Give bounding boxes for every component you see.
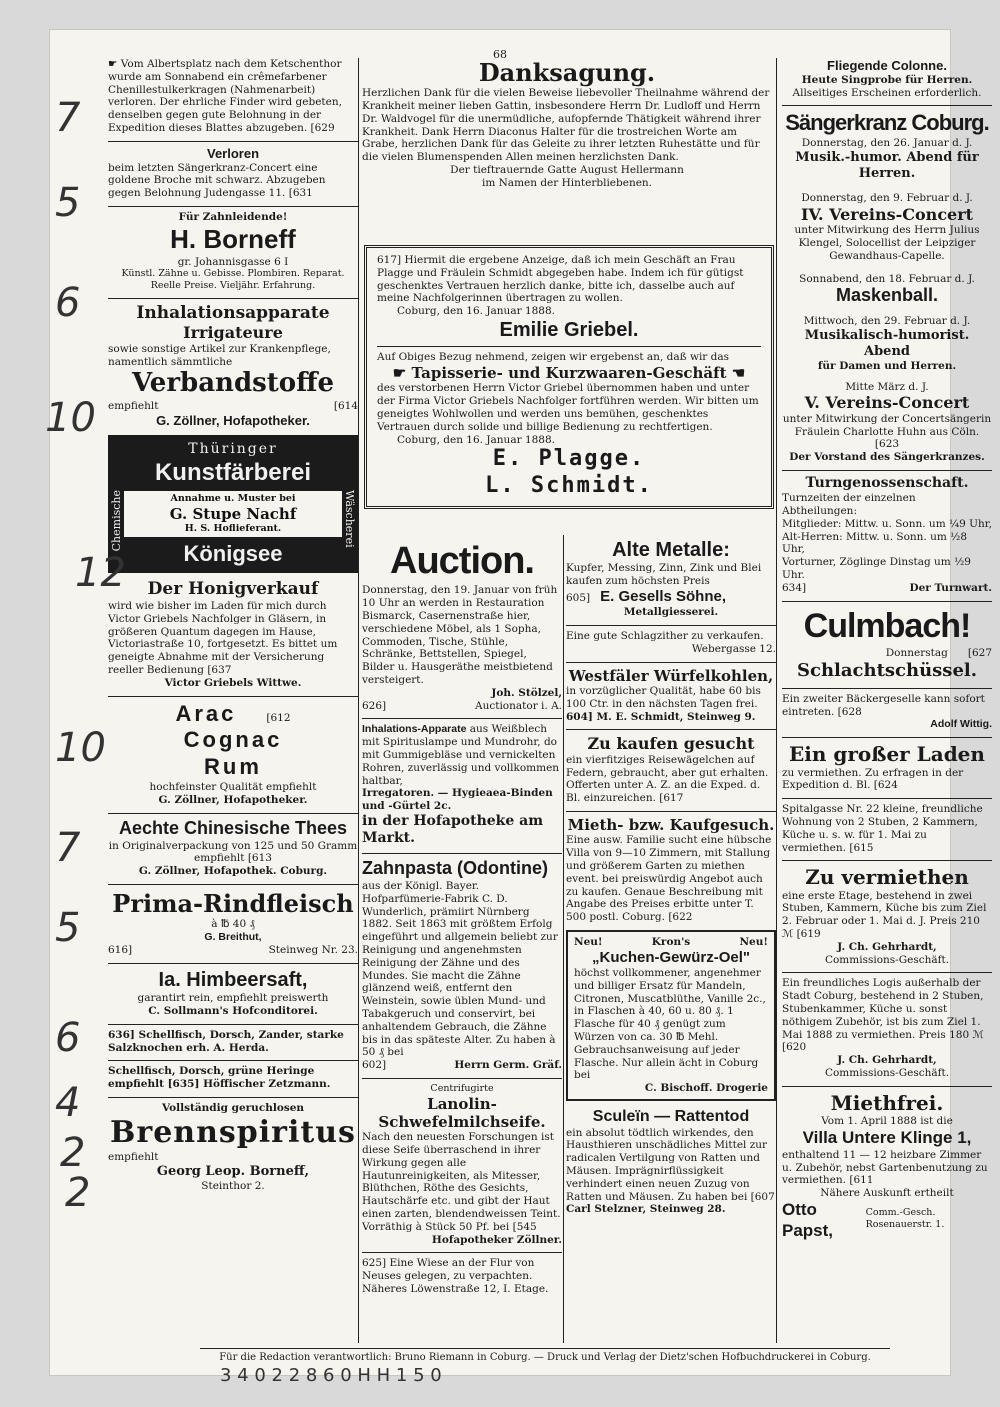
ad-title: Auction.	[390, 540, 534, 582]
ad-signature: G. Breithut,	[204, 931, 262, 944]
ad-signature: Victor Griebels Wittwe.	[164, 676, 302, 689]
ad-number: [617	[659, 792, 684, 805]
ad-auction	[362, 538, 562, 712]
column-2	[362, 538, 562, 1302]
ad-number: [622	[668, 911, 693, 924]
ad-for-rent	[782, 865, 992, 966]
ad-city: Königsee	[183, 540, 283, 566]
ad-title: Villa Untere Klinge 1,	[802, 1128, 972, 1148]
ad-date: Donnerstag	[885, 646, 948, 659]
ad-title: Der Honigverkauf	[147, 579, 319, 600]
margin-number: 2	[60, 1130, 86, 1176]
ad-number: 616]	[108, 943, 133, 956]
margin-number: 10	[45, 395, 96, 441]
ad-inhalation	[362, 723, 562, 847]
divider	[566, 662, 776, 663]
margin-number: 4	[55, 1080, 81, 1126]
ad-title: Tapisserie- und Kurzwaaren-Geschäft	[411, 364, 727, 383]
page-footer: Für die Redaction verantwortlich: Bruno Riemann in Coburg. — Druck und Verlag der Dietz'schen Hofbuchdruckerei in Coburg.	[200, 1348, 890, 1363]
ad-text: für Damen und Herren.	[817, 359, 957, 372]
ad-title: Zu kaufen gesucht	[587, 734, 755, 754]
ad-title: Lanolin-Schwefelmilchseife.	[378, 1094, 546, 1131]
ad-title: Prima-Rindfleisch	[112, 889, 354, 919]
ad-text: Kupfer, Messing, Zinn, Zink und Blei kaufen zum höchsten Preis	[566, 562, 762, 588]
divider	[362, 1252, 562, 1253]
divider	[782, 737, 992, 738]
margin-number: 7	[55, 95, 81, 141]
column-1	[108, 58, 358, 1199]
ad-honey	[108, 579, 358, 689]
column-4	[782, 58, 992, 1247]
ad-heading: Centrifugirte	[430, 1082, 494, 1094]
ad-number: [611	[849, 1174, 874, 1187]
ad-text: Ein zweiter Bäckergeselle kann sofort eintreten.	[782, 692, 985, 718]
ad-signature: E. Plagge.	[492, 446, 646, 472]
divider	[377, 346, 761, 347]
ad-title: Zahnpasta (Odontine)	[362, 858, 548, 879]
ad-heading: Neu!	[574, 935, 603, 948]
ad-signature: Der Vorstand des Sängerkranzes.	[789, 451, 985, 464]
ad-signature: Joh. Stölzel,	[491, 686, 562, 699]
ad-signature: Georg Leop. Borneff,	[156, 1164, 310, 1180]
ad-spirit-fuel	[108, 1102, 358, 1193]
ad-number: [637	[207, 664, 232, 677]
ad-bandages	[108, 303, 358, 429]
ad-title: Verloren	[206, 145, 260, 161]
ad-text: zu vermiethen. Zu erfragen in der Expedition d. Bl.	[782, 766, 964, 792]
ad-dyeworks	[108, 435, 358, 574]
divider	[108, 1024, 358, 1025]
ad-title: Arac	[175, 700, 237, 726]
ad-text: Nach den neuesten Forschungen ist diese Seife überraschend in ihrer Wirkung gegen alle Hautunreinigkeiten, als Mitesser, Blüthchen, Röthe des Gesichts, Hautschärfe etc. und gibt der Haut einen zarten, blendendweissen Teint. Vorräthig à Stück 50 Pf. bei	[362, 1131, 561, 1233]
divider	[108, 298, 358, 299]
divider	[108, 884, 358, 885]
ad-text: Commissions-Geschäft.	[824, 953, 950, 966]
ad-title: Turngenossenschaft.	[805, 475, 969, 492]
thanks-notice	[362, 58, 772, 190]
ad-tea	[108, 818, 358, 878]
ad-number: [624	[873, 779, 898, 792]
ad-text: Metallgiesserei.	[623, 606, 719, 619]
ad-text: Musik.-humor. Abend für Herren.	[795, 150, 979, 181]
ad-title: Irrigateure	[183, 323, 283, 343]
ad-rat-poison	[566, 1107, 776, 1216]
ad-title: Ein großer Laden	[789, 742, 985, 767]
ad-text: Commissions-Geschäft.	[824, 1067, 950, 1080]
pointing-hand-icon: ☛	[392, 364, 412, 383]
ad-price: à ℔ 40 ₰	[211, 918, 255, 931]
ad-date: Coburg, den 16. Januar 1888.	[397, 305, 555, 318]
ad-text: Eine ausw. Familie sucht eine hübsche Villa von 9—10 Zimmern, mit Stallung und größerem Garten zu miethen event. bei preiswürdig Angebot auch zu kaufen. Genaue Beschreibung mit Angabe des Preises erbitte unter T. 500 postl. Coburg.	[566, 834, 772, 924]
ad-text: G. Stupe Nachf	[169, 504, 297, 523]
ad-raspberry	[108, 968, 358, 1018]
ad-date: Donnerstag, den 26. Januar d. J.	[801, 137, 973, 150]
pointing-hand-icon: ☛	[108, 58, 121, 70]
ad-signature: 604] M. E. Schmidt, Steinweg 9.	[566, 710, 756, 723]
ad-title: Alte Metalle:	[612, 539, 730, 561]
ad-title: Danksagung.	[478, 58, 656, 87]
ad-date: Coburg, den 16. Januar 1888.	[397, 433, 555, 446]
divider	[566, 625, 776, 626]
ad-title: Fliegende Colonne.	[827, 58, 947, 73]
ad-number: 605]	[566, 591, 591, 604]
ad-address: Webergasse 12.	[691, 642, 776, 655]
ad-text: Donnerstag, den 19. Januar von früh 10 Uhr an werden in Restauration Bismarck, Casernenstraße hier, verschiedene Möbel, als 1 Sopha, Commoden, Tische, Stühle, Schränke, Bettstellen, Spiegel, Bilder u. Hausgeräthe meistbietend versteigert.	[362, 584, 558, 686]
ad-title: Culmbach!	[803, 606, 971, 645]
divider	[362, 718, 562, 719]
column-rule	[358, 58, 359, 1343]
ad-title: V. Vereins-Concert	[804, 393, 970, 413]
divider	[362, 1078, 562, 1079]
ad-signature: G. Zöllner, Hofapotheker.	[158, 793, 308, 806]
divider	[108, 1060, 358, 1061]
ad-date: Sonnabend, den 18. Februar d. J.	[799, 272, 975, 285]
ad-dentist	[108, 211, 358, 291]
ad-text: Alt-Herren: Mittw. u. Sonn. um ½8 Uhr,	[782, 530, 968, 556]
ad-text: H. S. Hoflieferant.	[184, 522, 282, 534]
ad-date: Mitte März d. J.	[845, 380, 929, 393]
ad-text: hochfeinster Qualität empfiehlt	[149, 781, 317, 794]
ad-address: Steinweg Nr. 23.	[268, 943, 358, 956]
ad-text: Künstl. Zähne u. Gebisse. Plombiren. Reparat. Reelle Preise. Vieljähr. Erfahrung.	[121, 268, 345, 291]
ad-text: garantirt rein, empfiehlt preiswerth	[137, 992, 329, 1005]
ad-title: IV. Vereins-Concert	[800, 204, 974, 224]
ad-text: in vorzüglicher Qualität, habe 60 bis 100 Ctr. in den nächsten Tagen frei.	[566, 684, 761, 710]
ad-text: empfiehlt	[108, 1151, 159, 1164]
ad-number: [619	[796, 928, 821, 941]
ad-signature: Emilie Griebel.	[499, 318, 639, 341]
ad-side-text: Chemische	[110, 489, 123, 552]
ad-text: ein absolut tödtlich wirkendes, den Hausthieren unschädliches Mittel zur radicalen Vertilgung von Ratten und Mäusen. Imprägnirflüssigkeit verhindert einen neuen Zuzug von Ratten und Mäusen. Zu haben bei	[566, 1126, 768, 1203]
ad-signature: J. Ch. Gehrhardt,	[837, 1054, 937, 1067]
ad-signature: Otto Papst,	[782, 1199, 834, 1240]
ad-date: Mittwoch, den 29. Februar d. J.	[803, 315, 971, 328]
ad-address: gr. Johannisgasse 6 I	[177, 255, 289, 268]
ad-text: Ein freundliches Logis außerhalb der Stadt Coburg, bestehend in 2 Stuben, Stubenkammer, Küche u. sonst nöthigem Zubehör, ist bis zum Ziel 1. Mai 1888 zu vermiethen. Preis 180 ℳ	[782, 977, 984, 1041]
ad-text: beim letzten Sängerkranz-Concert eine goldene Broche mit schwarz. Abzugeben gegen Belohnung Judengasse 11.	[108, 161, 326, 200]
ad-signature: im Namen der Hinterbliebenen.	[481, 176, 653, 189]
ad-text: Vorturner, Zöglinge Dinstag um ½9 Uhr.	[782, 556, 971, 581]
ad-title: Schlachtschüssel.	[797, 659, 977, 681]
ad-villa-wanted	[566, 816, 776, 924]
ad-number: [614	[333, 400, 358, 413]
newspaper-page	[50, 30, 992, 1375]
ad-side-text: Wäscherei	[343, 489, 356, 548]
ad-signature: Carl Stelzner, Steinweg 28.	[566, 1203, 726, 1216]
ad-number: [607	[750, 1190, 775, 1203]
ad-number: 602]	[362, 1059, 387, 1072]
ad-fliegende-colonne	[782, 58, 992, 99]
divider	[108, 963, 358, 964]
ad-heading: Vollständig geruchlosen	[161, 1101, 305, 1114]
margin-number: 2	[65, 1170, 91, 1216]
ad-title: Mieth- bzw. Kaufgesuch.	[567, 816, 775, 835]
ad-lost-collar	[108, 58, 358, 135]
ad-text: Eine gute Schlagzither zu verkaufen.	[566, 630, 764, 643]
ad-title: Verbandstoffe	[131, 368, 334, 399]
ad-signature: in der Hofapotheke am Markt.	[362, 812, 544, 846]
ad-number: [623	[874, 438, 900, 451]
ad-text: unter Mitwirkung des Herrn Julius Klengel, Solocellist der Leipziger Gewandhaus-Capelle.	[794, 224, 980, 262]
ad-metals	[566, 538, 776, 619]
ad-text: Annahme u. Muster bei	[170, 493, 296, 505]
ad-title: Sängerkranz Coburg.	[785, 110, 989, 136]
ad-signature: Hofapotheker Zöllner.	[431, 1233, 562, 1246]
ad-baker	[782, 693, 992, 731]
ad-title: Ia. Himbeersaft,	[158, 968, 308, 991]
divider	[362, 853, 562, 854]
divider	[782, 798, 992, 799]
ad-text: Turnzeiten der einzelnen Abtheilungen:	[782, 492, 916, 517]
ad-villa	[782, 1091, 992, 1242]
ad-text: Heute Singprobe für Herren.	[801, 73, 973, 86]
ad-spirits	[108, 701, 358, 807]
ad-signature: Der tieftrauernde Gatte August Hellermann	[450, 164, 684, 177]
ad-turnverein	[782, 475, 992, 594]
ad-text: ein vierfitziges Reisewägelchen auf Federn, gebraucht, aber gut erhalten. Offerten unter A. Z. an die Exped. d. Bl. einzureichen.	[566, 753, 769, 805]
ad-signature: C. Sollmann's Hofconditorei.	[148, 1004, 318, 1017]
ad-title: Westfäler Würfelkohlen,	[568, 666, 774, 685]
divider	[108, 813, 358, 814]
ad-number: [613	[247, 852, 272, 865]
ad-culmbach	[782, 606, 992, 682]
ad-heading: Neu!	[739, 935, 768, 948]
ad-heading: Für Zahnleidende!	[178, 211, 288, 224]
divider	[782, 1086, 992, 1087]
ad-text: 617] Hiermit die ergebene Anzeige, daß ich mein Geschäft an Frau Plagge und Fräulein Schmidt abgegeben habe. Indem ich für gütigst geschenktes Vertrauen herzlich danke, bitte ich, dasselbe auch auf meine Nachfolgerinnen übertragen zu wollen.	[377, 254, 744, 305]
griebel-notice	[364, 245, 774, 509]
ad-number: [627	[967, 646, 992, 659]
ad-date: Donnerstag, den 9. Februar d. J.	[801, 191, 973, 204]
divider	[108, 696, 358, 697]
ad-fish-2: Schellfisch, Dorsch, grüne Heringe empfiehlt [635] Höffischer Zetzmann.	[108, 1065, 331, 1091]
ad-shop	[782, 742, 992, 792]
ad-zither	[566, 630, 776, 656]
ad-signature: J. Ch. Gehrhardt,	[837, 940, 937, 953]
ad-text: Nähere Auskunft ertheilt	[820, 1187, 954, 1200]
ad-text: unter Mitwirkung der Concertsängerin Fräulein Charlotte Huhn aus Cöln.	[782, 412, 992, 438]
ad-title: Zu vermiethen	[805, 865, 969, 890]
divider	[108, 1097, 358, 1098]
ad-meadow: 625] Eine Wiese an der Flur von Neuses gelegen, zu verpachten. Näheres Löwenstraße 12, I. Etage.	[362, 1257, 549, 1295]
ad-signature: Der Turnwart.	[909, 581, 992, 594]
divider	[782, 972, 992, 973]
ad-title: Sculeïn — Rattentod	[592, 1108, 750, 1125]
column-rule	[563, 535, 564, 1343]
margin-number: 6	[55, 280, 81, 326]
ad-text: eine erste Etage, bestehend in zwei Stuben, Kammern, Küche bis zum Ziel 2. Februar oder 1. Mai d. J. Preis 210 ℳ	[782, 889, 987, 941]
ad-number: [629	[310, 121, 335, 134]
ad-text: Comm.-Gesch. Rosenauerstr. 1.	[865, 1206, 945, 1230]
ad-text: Irregatoren. — Hygieaea-Binden und -Gürtel 2c.	[362, 787, 553, 813]
page-number: 68	[493, 48, 507, 61]
ad-number: [545	[512, 1220, 537, 1233]
ad-title: Inhalationsapparate	[136, 302, 330, 323]
ad-signature: G. Zöllner, Hofapothek. Coburg.	[138, 865, 328, 878]
ad-address: Steinthor 2.	[201, 1179, 265, 1192]
ad-cake-oil	[566, 930, 776, 1101]
column-3	[566, 538, 776, 1222]
ad-signature: Adolf Wittig.	[930, 718, 992, 731]
ad-signature: Herrn Germ. Gräf.	[454, 1059, 562, 1072]
divider	[782, 688, 992, 689]
ad-title: Rum	[204, 754, 262, 780]
ad-signature: C. Bischoff. Drogerie	[644, 1082, 768, 1095]
ad-text: aus Weißblech mit Spirituslampe und Mundrohr, do mit Gummigebläse und vernickelten Rohren, zuverlässig und vollkommen haltbar,	[362, 723, 560, 787]
ad-title: Cognac	[183, 727, 283, 753]
margin-number: 5	[55, 905, 81, 951]
ad-text: in Originalverpackung von 125 und 50 Gramm empfiehlt	[108, 839, 358, 865]
ad-coal	[566, 667, 776, 724]
ad-lost-brooch	[108, 146, 358, 200]
ad-number: [620	[782, 1041, 807, 1054]
ad-fish: 636] Schellfisch, Dorsch, Zander, starke Salzknochen erh. A. Herda.	[108, 1028, 344, 1054]
ad-text: Mitglieder: Mittw. u. Sonn. um ¼9 Uhr,	[782, 517, 992, 530]
divider	[782, 601, 992, 602]
ad-title: „Kuchen-Gewürz-Oel"	[592, 948, 750, 966]
column-rule	[776, 58, 777, 1343]
handwritten-tally: 3 4 0 2 2 8 6 0 H H 1 5 0	[220, 1365, 442, 1386]
ad-text: sowie sonstige Artikel zur Krankenpflege, namentlich sämmtliche	[108, 342, 331, 368]
divider	[108, 141, 358, 142]
ad-text: Herzlichen Dank für die vielen Beweise liebevoller Theilnahme während der Krankheit meiner lieben Gattin, insbesondere Herrn Dr. Ludloff und Herrn Dr. Waldvogel für die unermüdliche, aufopfernde Thätigkeit während ihrer Krankheit. Dank Herrn Diaconus Halter für die trostreichen Worte am Grabe, herzlichen Dank für das Geleite zu ihrer letzten Ruhestätte und für die vielen Blumenspenden Allen meinen herzlichsten Dank.	[362, 87, 770, 164]
margin-number: 12	[75, 550, 126, 596]
ad-title: Maskenball.	[835, 285, 939, 306]
ad-text: Allseitiges Erscheinen erforderlich.	[792, 86, 982, 99]
ad-text: wird wie bisher im Laden für mich durch Victor Griebels Nachfolger in Gläsern, in größeren Quantum dagegen im Hause, Victoriastraße 10, fortgesetzt. Es bittet um geneigte Abnahme mit der Versicherung reeller Bedienung	[108, 600, 338, 677]
divider	[782, 860, 992, 861]
ad-number: [628	[837, 705, 862, 718]
ad-title: Inhalations-Apparate	[362, 723, 467, 736]
ad-text: Auf Obiges Bezug nehmend, zeigen wir ergebenst an, daß wir das	[377, 351, 730, 364]
ad-lanolin	[362, 1083, 562, 1246]
ad-text: empfiehlt	[108, 400, 159, 413]
ad-heading: Thüringer	[188, 440, 278, 457]
ad-title: Kunstfärberei	[154, 458, 312, 486]
ad-beef	[108, 889, 358, 957]
ad-text: Spitalgasse Nr. 22 kleine, freundliche Wohnung von 2 Stuben, 2 Kammern, Küche u. s. w. für 1. Mai zu vermiethen.	[782, 803, 983, 854]
pointing-hand-icon: ☚	[726, 364, 746, 383]
divider	[782, 105, 992, 106]
ad-text: aus der Königl. Bayer. Hofparfümerie-Fabrik C. D. Wunderlich, prämiirt Nürnberg 1882. Seit 1863 mit größtem Erfolg eingeführt und allgemein beliebt zur Reinigung und angenehmsten Reinigung der Zähne und des Mundes. Sie macht die Zähne glänzend weiß, entfernt den Weinstein, sowie üblen Mund- und Tabakgeruch und conservirt, bei anhaltendem Gebrauch, die Zähne bis in das späteste Alter. Zu haben à 50 ₰ bei	[362, 880, 558, 1059]
ad-title: Brennspiritus	[110, 1114, 356, 1150]
ad-title: Miethfrei.	[830, 1090, 944, 1115]
ad-text: enthaltend 11 — 12 heizbare Zimmer u. Zubehör, nebst Gartenbenutzung zu vermiethen.	[782, 1148, 988, 1187]
ad-title: H. Borneff	[170, 223, 296, 254]
divider	[566, 811, 776, 812]
divider	[566, 729, 776, 730]
ad-title: Aechte Chinesische Thees	[118, 817, 348, 838]
ad-toothpaste	[362, 858, 562, 1072]
ad-title: Musikalisch-humorist. Abend	[804, 328, 970, 359]
ad-wanted	[566, 734, 776, 805]
ad-text: des verstorbenen Herrn Victor Griebel übernommen haben und unter der Firma Victor Griebels Nachfolger fortführen werden. Wir bitten um geneigtes Wohlwollen und werden uns bemühen, geschenktes Vertrauen durch solide und billige Bedienung zu rechtfertigen.	[377, 382, 759, 433]
ad-spitalgasse	[782, 803, 992, 854]
margin-number: 5	[55, 180, 81, 226]
ad-signature: L. Schmidt.	[485, 473, 653, 499]
ad-signature: E. Gesells Söhne,	[600, 587, 727, 605]
ad-number: 634]	[782, 581, 807, 594]
ad-number: [612	[266, 711, 291, 724]
ad-text: Vom 1. April 1888 ist die	[821, 1115, 953, 1128]
divider	[782, 470, 992, 471]
margin-number: 6	[55, 1015, 81, 1061]
ad-text: höchst vollkommener, angenehmer und billiger Ersatz für Mandeln, Citronen, Muscatblüthe, Vanille 2c., in Flaschen à 40, 60 u. 80 ₰. 1 Flasche für 40 ₰ genügt zum Würzen von ca. 30 ℔ Mehl. Gebrauchsanweisung auf jeder Flasche. Nur allein ächt in Coburg bei	[574, 967, 766, 1082]
ad-number: [631	[288, 187, 313, 200]
divider	[108, 206, 358, 207]
ad-heading: Kron's	[651, 935, 691, 948]
ad-text: Vom Albertsplatz nach dem Ketschenthor wurde am Sonnabend ein crêmefarbener Chenillestulkerkragen (Nahmenarbeit) verloren. Der ehrliche Finder wird gebeten, denselben gegen gute Belohnung in der Expedition dieses Blattes abzugeben.	[108, 58, 342, 134]
margin-number: 7	[55, 825, 81, 871]
ad-text: Auctionator i. A.	[475, 699, 562, 712]
ad-logis	[782, 977, 992, 1079]
ad-number: [615	[849, 841, 874, 854]
ad-saengerkranz	[782, 110, 992, 464]
ad-signature: G. Zöllner, Hofapotheker.	[156, 412, 310, 428]
ad-number: 626]	[362, 699, 387, 712]
margin-number: 10	[55, 725, 106, 771]
